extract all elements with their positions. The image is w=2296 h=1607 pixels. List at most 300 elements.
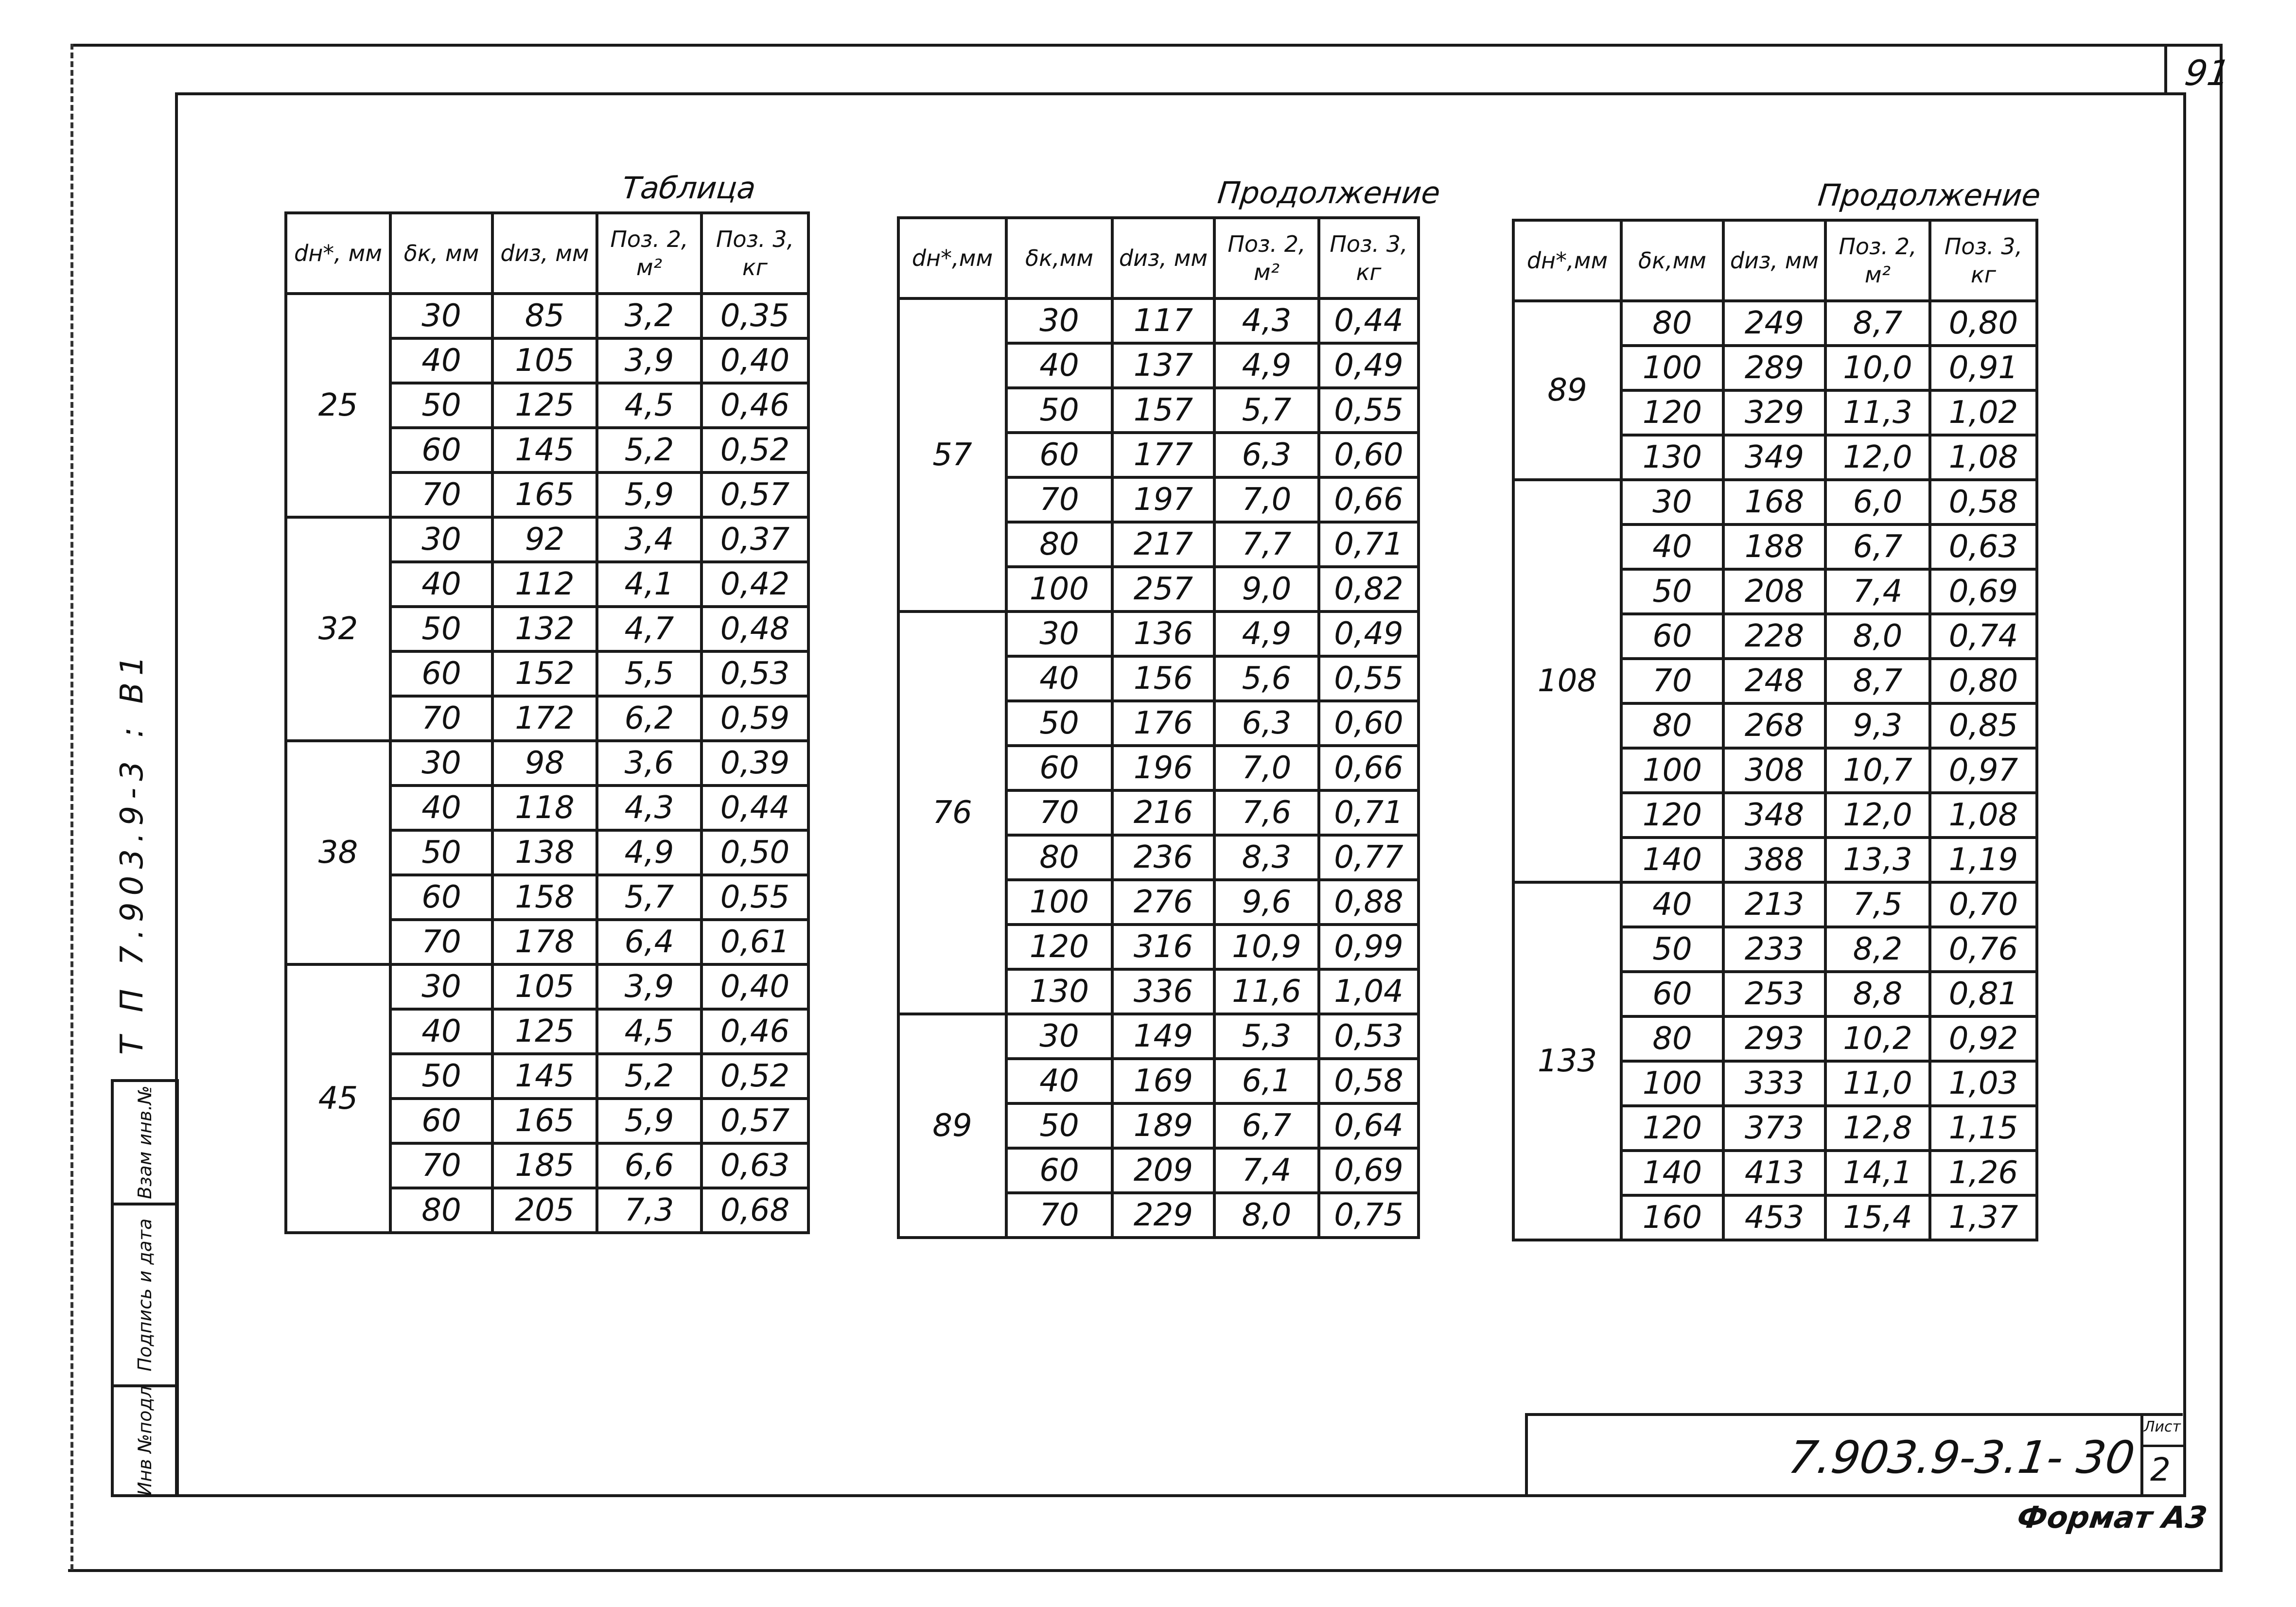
table-cell: 40 [1006,343,1112,388]
table-cell: 100 [1621,346,1723,390]
outer-diameter-cell: 25 [286,294,390,517]
table-cell: 0,70 [1930,882,2037,927]
table-cell: 276 [1112,880,1214,925]
table-cell: 125 [492,383,597,428]
table-cell: 50 [390,1054,492,1099]
table-title: Продолжение [1816,177,2043,213]
table-cell: 130 [1621,435,1723,480]
pipe-insulation-table [897,216,1420,1239]
table-row [898,298,1419,343]
table-cell: 168 [1723,480,1825,524]
table-cell: 0,75 [1319,1193,1419,1238]
table-cell: 236 [1112,835,1214,880]
table-cell: 7,5 [1825,882,1930,927]
table-cell: 0,48 [701,607,808,651]
table-cell: 0,66 [1319,746,1419,790]
table-cell: 1,37 [1930,1195,2037,1240]
table-cell: 188 [1723,524,1825,569]
column-header: dиз, мм [1112,218,1214,298]
sheet-list-number: 2 [2150,1451,2171,1488]
table-cell: 7,3 [597,1188,701,1233]
table-cell: 30 [1006,298,1112,343]
stamp-replace-inv-label: Взам инв.№ [134,1085,156,1199]
table-cell: 138 [492,830,597,875]
table-cell: 0,76 [1930,927,2037,972]
table-cell: 308 [1723,748,1825,793]
column-header: dн*,мм [1513,220,1621,301]
table-cell: 4,5 [597,383,701,428]
table-cell: 60 [390,1099,492,1143]
table-cell: 209 [1112,1148,1214,1193]
table-cell: 1,08 [1930,435,2037,480]
column-header: δк, мм [390,213,492,294]
table-cell: 40 [1006,656,1112,701]
table-cell: 50 [1621,927,1723,972]
table-cell: 125 [492,1009,597,1054]
table-cell: 152 [492,651,597,696]
sheet-number: 91 [2182,52,2233,93]
table-cell: 0,82 [1319,567,1419,611]
table-cell: 60 [1621,614,1723,659]
stamp-signature-date-label: Подпись и дата [134,1218,156,1372]
table-cell: 189 [1112,1103,1214,1148]
table-cell: 40 [1006,1059,1112,1103]
table-cell: 145 [492,428,597,472]
table-cell: 80 [1621,301,1723,346]
table-cell: 0,44 [1319,298,1419,343]
table-cell: 130 [1006,969,1112,1014]
table-cell: 0,40 [701,964,808,1009]
table-cell: 80 [1006,522,1112,567]
table-cell: 177 [1112,433,1214,477]
table-cell: 15,4 [1825,1195,1930,1240]
table-row [286,294,808,338]
table-cell: 70 [390,920,492,964]
table-cell: 30 [1006,1014,1112,1059]
table-cell: 80 [1621,1016,1723,1061]
table-cell: 145 [492,1054,597,1099]
table-cell: 8,0 [1825,614,1930,659]
table-cell: 248 [1723,659,1825,703]
table-row [1513,301,2037,346]
format-label: Формат А3 [2015,1500,2209,1535]
table-cell: 80 [1621,703,1723,748]
table-cell: 40 [390,338,492,383]
table-cell: 0,40 [701,338,808,383]
table-cell: 373 [1723,1106,1825,1151]
table-cell: 5,2 [597,1054,701,1099]
table-cell: 8,7 [1825,659,1930,703]
table-cell: 7,7 [1214,522,1319,567]
table-cell: 7,4 [1825,569,1930,614]
inner-frame-right [2183,92,2186,1497]
table-cell: 157 [1112,388,1214,433]
table-cell: 336 [1112,969,1214,1014]
stamp-cell-inv-original [111,1384,179,1497]
table-cell: 172 [492,696,597,741]
table-cell: 50 [390,607,492,651]
pipe-insulation-table [284,211,810,1234]
column-header: dиз, мм [1723,220,1825,301]
table-cell: 3,6 [597,741,701,786]
table-cell: 160 [1621,1195,1723,1240]
table-cell: 0,88 [1319,880,1419,925]
table-cell: 60 [390,428,492,472]
table-cell: 6,4 [597,920,701,964]
table-cell: 140 [1621,1151,1723,1195]
table-cell: 229 [1112,1193,1214,1238]
table-cell: 8,3 [1214,835,1319,880]
table-cell: 1,04 [1319,969,1419,1014]
table-cell: 413 [1723,1151,1825,1195]
table-cell: 3,9 [597,338,701,383]
table-cell: 50 [390,383,492,428]
table-cell: 0,57 [701,1099,808,1143]
table-cell: 132 [492,607,597,651]
table-cell: 60 [390,651,492,696]
table-cell: 0,64 [1319,1103,1419,1148]
table-cell: 228 [1723,614,1825,659]
outer-diameter-cell: 89 [898,1014,1006,1238]
table-cell: 7,4 [1214,1148,1319,1193]
table-cell: 100 [1621,748,1723,793]
outer-diameter-cell: 89 [1513,301,1621,480]
table-cell: 12,0 [1825,435,1930,480]
table-cell: 268 [1723,703,1825,748]
outer-frame-right [2220,44,2223,1570]
table-cell: 169 [1112,1059,1214,1103]
table-cell: 140 [1621,838,1723,882]
table-cell: 0,92 [1930,1016,2037,1061]
table-cell: 8,2 [1825,927,1930,972]
table-cell: 10,2 [1825,1016,1930,1061]
table-cell: 60 [1006,433,1112,477]
table-cell: 0,71 [1319,790,1419,835]
column-header: δк,мм [1621,220,1723,301]
table-cell: 30 [390,964,492,1009]
outer-frame-bottom [68,1569,2223,1572]
table-cell: 7,6 [1214,790,1319,835]
sheet-list-label: Лист [2144,1418,2181,1435]
table-cell: 60 [1621,972,1723,1016]
table-cell: 5,9 [597,1099,701,1143]
table-row [286,517,808,562]
table-cell: 4,3 [1214,298,1319,343]
table-cell: 0,52 [701,1054,808,1099]
table-cell: 257 [1112,567,1214,611]
table-cell: 6,3 [1214,433,1319,477]
table-cell: 5,7 [1214,388,1319,433]
column-header: Поз. 2, м² [1214,218,1319,298]
document-code: 7.903.9-3.1- 30 [1785,1432,2138,1484]
table-cell: 60 [1006,746,1112,790]
table-cell: 6,0 [1825,480,1930,524]
table-title: Продолжение [1216,175,1442,210]
table-cell: 30 [390,517,492,562]
table-cell: 92 [492,517,597,562]
table-cell: 120 [1621,390,1723,435]
table-cell: 165 [492,1099,597,1143]
table-cell: 30 [390,294,492,338]
table-cell: 9,6 [1214,880,1319,925]
table-cell: 4,5 [597,1009,701,1054]
table-cell: 0,63 [1930,524,2037,569]
table-cell: 30 [390,741,492,786]
table-cell: 4,9 [1214,343,1319,388]
table-cell: 3,9 [597,964,701,1009]
table-cell: 233 [1723,927,1825,972]
table-cell: 0,66 [1319,477,1419,522]
table-cell: 1,08 [1930,793,2037,838]
table-cell: 0,53 [1319,1014,1419,1059]
inner-frame-bottom [112,1494,2186,1497]
table-cell: 30 [1006,611,1112,656]
table-cell: 196 [1112,746,1214,790]
table-cell: 0,49 [1319,611,1419,656]
table-cell: 0,68 [701,1188,808,1233]
table-cell: 70 [1006,790,1112,835]
table-cell: 1,03 [1930,1061,2037,1106]
table-cell: 120 [1621,793,1723,838]
table-cell: 176 [1112,701,1214,746]
sheet-number-divider [2164,44,2167,95]
table-cell: 316 [1112,925,1214,969]
table-cell: 0,50 [701,830,808,875]
table-cell: 0,61 [701,920,808,964]
table-cell: 0,39 [701,741,808,786]
table-cell: 12,0 [1825,793,1930,838]
table-cell: 80 [1006,835,1112,880]
table-cell: 0,97 [1930,748,2037,793]
table-cell: 100 [1006,567,1112,611]
stamp-cell-signature-date [111,1203,179,1387]
table-cell: 6,6 [597,1143,701,1188]
table-cell: 216 [1112,790,1214,835]
column-header: δк,мм [1006,218,1112,298]
table-cell: 0,85 [1930,703,2037,748]
table-cell: 8,8 [1825,972,1930,1016]
table-cell: 1,15 [1930,1106,2037,1151]
table-cell: 112 [492,562,597,607]
table-cell: 50 [390,830,492,875]
table-cell: 249 [1723,301,1825,346]
table-cell: 0,69 [1319,1148,1419,1193]
table-cell: 40 [390,562,492,607]
table-cell: 0,49 [1319,343,1419,388]
table-cell: 9,3 [1825,703,1930,748]
table-cell: 0,58 [1930,480,2037,524]
table-cell: 156 [1112,656,1214,701]
table-cell: 208 [1723,569,1825,614]
outer-diameter-cell: 57 [898,298,1006,611]
table-cell: 70 [1006,1193,1112,1238]
table-cell: 120 [1006,925,1112,969]
table-cell: 0,55 [1319,656,1419,701]
column-header: Поз. 2, м² [597,213,701,294]
table-cell: 80 [390,1188,492,1233]
table-row [286,964,808,1009]
table-cell: 6,7 [1214,1103,1319,1148]
table-cell: 1,26 [1930,1151,2037,1195]
table-cell: 105 [492,338,597,383]
table-cell: 0,77 [1319,835,1419,880]
outer-diameter-cell: 108 [1513,480,1621,882]
table-cell: 6,2 [597,696,701,741]
column-header: dиз, мм [492,213,597,294]
table-cell: 293 [1723,1016,1825,1061]
table-cell: 4,3 [597,786,701,830]
table-cell: 205 [492,1188,597,1233]
outer-diameter-cell: 45 [286,964,390,1233]
table-cell: 7,0 [1214,477,1319,522]
table-cell: 100 [1006,880,1112,925]
table-cell: 4,9 [597,830,701,875]
table-cell: 0,58 [1319,1059,1419,1103]
table-cell: 11,3 [1825,390,1930,435]
table-cell: 11,6 [1214,969,1319,1014]
table-cell: 137 [1112,343,1214,388]
table-cell: 4,1 [597,562,701,607]
table-cell: 1,02 [1930,390,2037,435]
table-cell: 0,42 [701,562,808,607]
table-cell: 253 [1723,972,1825,1016]
table-cell: 0,81 [1930,972,2037,1016]
table-cell: 40 [390,786,492,830]
table-cell: 0,44 [701,786,808,830]
table-cell: 30 [1621,480,1723,524]
table-cell: 0,37 [701,517,808,562]
table-cell: 5,7 [597,875,701,920]
table-row [898,1014,1419,1059]
table-cell: 329 [1723,390,1825,435]
table-cell: 70 [390,1143,492,1188]
table-cell: 12,8 [1825,1106,1930,1151]
table-cell: 0,57 [701,472,808,517]
table-cell: 178 [492,920,597,964]
column-header: dн*,мм [898,218,1006,298]
table-cell: 11,0 [1825,1061,1930,1106]
table-cell: 0,52 [701,428,808,472]
table-cell: 85 [492,294,597,338]
table-cell: 0,99 [1319,925,1419,969]
column-header: Поз. 3, кг [1930,220,2037,301]
table-row [898,611,1419,656]
vertical-doc-code: Т П 7.903.9-3 : В1 [114,649,150,1055]
table-cell: 50 [1621,569,1723,614]
table-cell: 1,19 [1930,838,2037,882]
column-header: Поз. 2, м² [1825,220,1930,301]
table-cell: 0,35 [701,294,808,338]
table-cell: 0,46 [701,1009,808,1054]
table-cell: 4,7 [597,607,701,651]
table-cell: 14,1 [1825,1151,1930,1195]
table-cell: 5,2 [597,428,701,472]
table-cell: 0,74 [1930,614,2037,659]
table-cell: 6,7 [1825,524,1930,569]
table-cell: 0,71 [1319,522,1419,567]
table-cell: 40 [390,1009,492,1054]
table-cell: 0,63 [701,1143,808,1188]
table-cell: 4,9 [1214,611,1319,656]
table-cell: 0,69 [1930,569,2037,614]
table-cell: 70 [1006,477,1112,522]
table-cell: 5,6 [1214,656,1319,701]
column-header: Поз. 3, кг [1319,218,1419,298]
table-cell: 333 [1723,1061,1825,1106]
outer-frame-left [70,44,73,1570]
table-cell: 213 [1723,882,1825,927]
table-cell: 0,60 [1319,433,1419,477]
table-cell: 6,3 [1214,701,1319,746]
table-cell: 105 [492,964,597,1009]
table-cell: 5,3 [1214,1014,1319,1059]
table-cell: 185 [492,1143,597,1188]
table-cell: 10,9 [1214,925,1319,969]
table-cell: 100 [1621,1061,1723,1106]
outer-diameter-cell: 38 [286,741,390,964]
table-cell: 118 [492,786,597,830]
table-cell: 8,0 [1214,1193,1319,1238]
table-cell: 0,55 [1319,388,1419,433]
table-title: Таблица [620,170,758,206]
table-row [1513,882,2037,927]
table-cell: 117 [1112,298,1214,343]
table-row [1513,480,2037,524]
table-row [286,741,808,786]
table-cell: 0,53 [701,651,808,696]
table-cell: 70 [1621,659,1723,703]
table-cell: 0,59 [701,696,808,741]
sheet-list-divider [2140,1445,2184,1447]
table-cell: 3,2 [597,294,701,338]
table-cell: 289 [1723,346,1825,390]
table-cell: 70 [390,472,492,517]
column-header: dн*, мм [286,213,390,294]
table-cell: 13,3 [1825,838,1930,882]
table-cell: 8,7 [1825,301,1930,346]
table-cell: 158 [492,875,597,920]
pipe-insulation-table [1512,219,2038,1241]
table-cell: 10,7 [1825,748,1930,793]
inner-frame-top [175,92,2186,95]
outer-diameter-cell: 76 [898,611,1006,1014]
column-header: Поз. 3, кг [701,213,808,294]
table-cell: 0,60 [1319,701,1419,746]
table-cell: 149 [1112,1014,1214,1059]
table-cell: 5,5 [597,651,701,696]
stamp-cell-replace-inv [111,1079,179,1205]
table-cell: 50 [1006,388,1112,433]
table-cell: 50 [1006,701,1112,746]
table-cell: 7,0 [1214,746,1319,790]
table-cell: 10,0 [1825,346,1930,390]
table-cell: 9,0 [1214,567,1319,611]
table-cell: 0,80 [1930,301,2037,346]
table-cell: 60 [1006,1148,1112,1193]
table-cell: 388 [1723,838,1825,882]
table-cell: 0,91 [1930,346,2037,390]
table-cell: 0,55 [701,875,808,920]
table-cell: 98 [492,741,597,786]
table-cell: 50 [1006,1103,1112,1148]
table-cell: 3,4 [597,517,701,562]
table-cell: 60 [390,875,492,920]
table-cell: 136 [1112,611,1214,656]
table-cell: 348 [1723,793,1825,838]
table-cell: 165 [492,472,597,517]
outer-frame-top [73,44,2223,47]
table-cell: 0,46 [701,383,808,428]
